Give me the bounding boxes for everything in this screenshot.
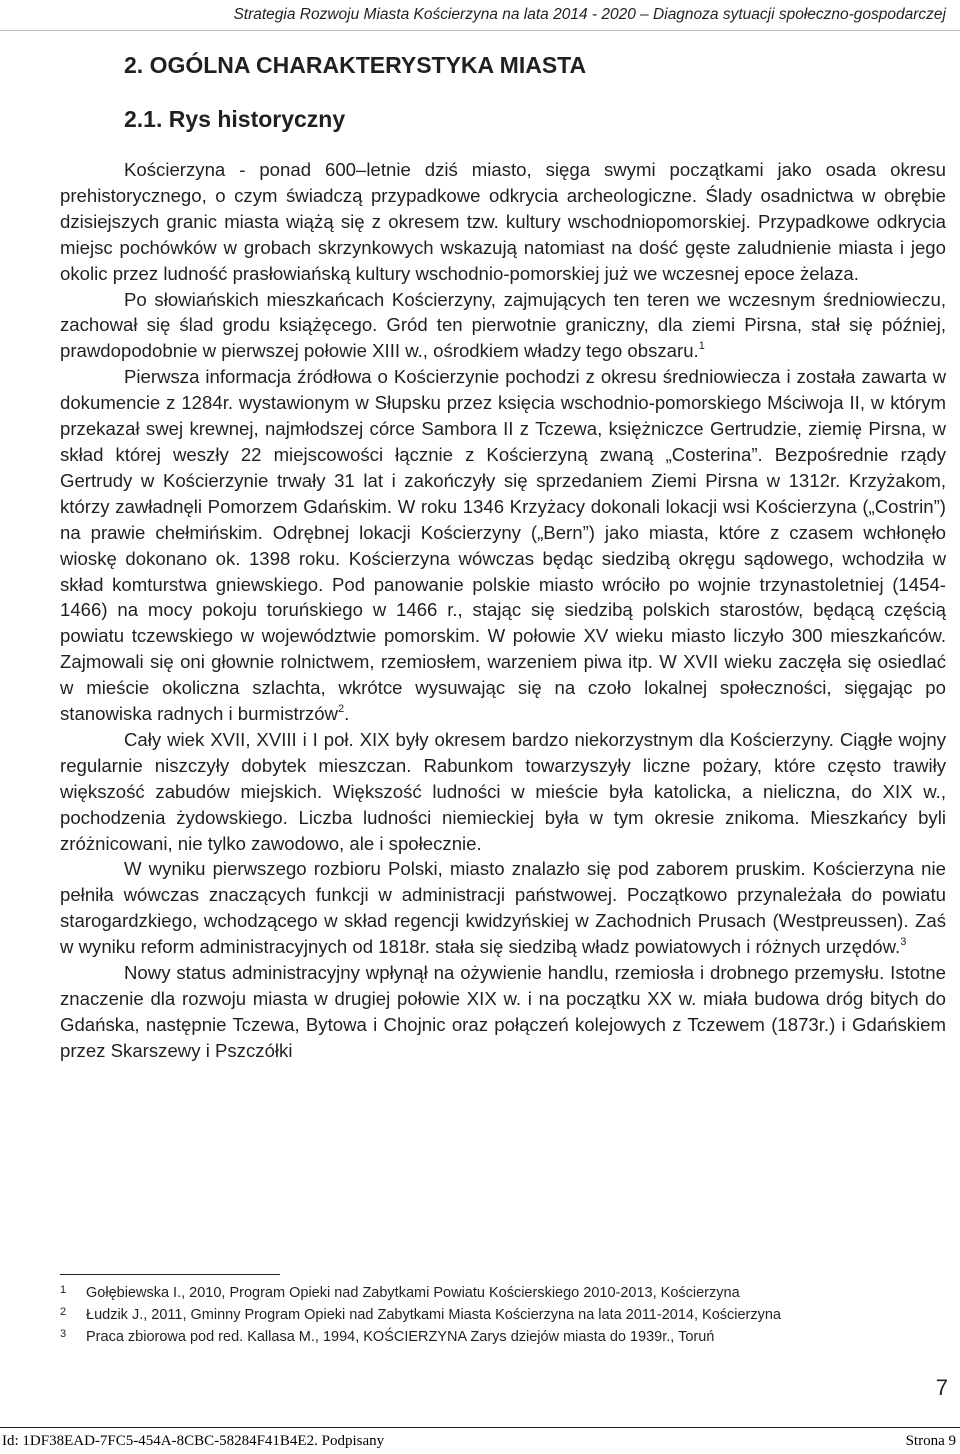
paragraph	[60, 856, 946, 960]
footnote-text: Praca zbiorowa pod red. Kallasa M., 1994, KOŚCIERZYNA Zarys dziejów miasta do 1939r., Toruń	[86, 1329, 715, 1345]
paragraph	[60, 364, 946, 727]
paragraph-text: Po słowiańskich mieszkańcach Kościerzyny, zajmujących ten teren we wczesnym średniowieczu, zachował się ślad grodu książęcego. Gród ten pierwotnie graniczny, dla ziemi Pirsna, stał się później, prawdopodobnie w pierwszej połowie XIII w., ośrodkiem władzy tego obszaru.	[60, 288, 946, 362]
paragraph-text: Kościerzyna - ponad 600–letnie dziś miasto, sięga swymi początkami jako osada okresu prehistorycznego, o czym świadczą przypadkowe odkrycia archeologiczne. Ślady osadnictwa w obrębie dzisiejszych granic miasta wiążą się z okresem tzw. kultury wschodniopomorskiej. Przypadkowe odkrycia miejsc pochówków w grobach skrzynkowych wskazują natomiast na dość gęste zaludnienie miasta i jego okolic przez ludność prasłowiańską kultury wschodnio-pomorskiej już we wczesnej epoce żelaza.	[60, 159, 946, 284]
paragraph-text: Cały wiek XVII, XVIII i I poł. XIX były okresem bardzo niekorzystnym dla Kościerzyny. Ciągłe wojny regularnie niszczyły dobytek mieszczan. Rabunkom towarzyszyły liczne pożary, które często trawiły większość zabudów miejskich. Większość ludności w mieście była katolicka, a nieliczna, do XIX w., pochodzenia żydowskiego. Liczba ludności niemieckiej była w tym okresie znikoma. Mieszkańcy byli zróżnicowani, nie tylko zawodowo, ale i społecznie.	[60, 728, 946, 854]
running-title: Strategia Rozwoju Miasta Kościerzyna na lata 2014 - 2020 – Diagnoza sytuacji społeczno-gospodarczej	[233, 6, 946, 23]
footnote-number: 2	[60, 1306, 67, 1318]
paragraph	[60, 157, 946, 287]
chapter-title: 2. OGÓLNA CHARAKTERYSTYKA MIASTA	[124, 52, 587, 78]
paragraph-text: Nowy status administracyjny wpłynął na ożywienie handlu, rzemiosła i drobnego przemysłu. Istotne znaczenie dla rozwoju miasta w drugiej połowie XIX w. i na początku XX w. miała budowa dróg bitych do Gdańska, następnie Tczewa, Bytowa i Chojnic oraz połączeń kolejowych z Tczewem (1873r.) i Gdańskiem przez Skarszewy i Pszczółki	[60, 962, 946, 1061]
footnote-ref[interactable]: 2	[337, 702, 345, 715]
running-header	[0, 0, 960, 31]
document-id: Id: 1DF38EAD-7FC5-454A-8CBC-58284F41B4E2. Podpisany	[2, 1433, 385, 1449]
paragraph	[60, 287, 946, 365]
section-title: 2.1. Rys historyczny	[124, 106, 346, 132]
footnote	[60, 1304, 940, 1326]
footnote	[60, 1282, 940, 1304]
document-page: Strona 9	[905, 1433, 956, 1449]
document-footer	[0, 1427, 960, 1454]
body-text	[60, 157, 946, 1064]
footnote-separator	[60, 1274, 280, 1275]
footnotes	[60, 1282, 940, 1348]
footnote-text: Gołębiewska I., 2010, Program Opieki nad Zabytkami Powiatu Kościerskiego 2010-2013, Kościerzyna	[86, 1285, 740, 1301]
paragraph-text: Pierwsza informacja źródłowa o Kościerzynie pochodzi z okresu średniowiecza i została zawarta w dokumencie z 1284r. wystawionym w Słupsku przez księcia wschodnio-pomorskiego Mściwoja II, w którym przekazał swej krewnej, najmłodszej córce Sambora II z Tczewa, księżniczce Gertrudzie, ziemię Pirsna, w skład której weszły 22 miejscowości łącznie z Kościerzyną zwaną „Costerina”. Bezpośrednie rządy Gertrudy w Kościerzynie trwały 31 lat i zakończyły się sprzedaniem Ziemi Pirsna w 1312r. Krzyżakom, którzy zawładnęli Pomorzem Gdańskim. W roku 1346 Krzyżacy dokonali lokacji wsi Kościerzyna („Costrin”) na prawie chełmińskim. Odrębnej lokacji Kościerzyny („Bern”) jako miasta, które z czasem wchłonęło wioskę dokonano ok. 1398 roku. Kościerzyna wówczas będąc siedzibą okręgu sądowego, wchodziła w skład komturstwa gniewskiego. Pod panowanie polskie miasto wróciło po wojnie trzynastoletniej (1454-1466) na mocy pokoju toruńskiego w 1466 r., stając się siedzibą polskich starostów, będącą częścią powiatu tczewskiego w województwie pomorskim. W połowie XV wieku miasto liczyło 300 mieszkańców. Zajmowali się oni głownie rolnictwem, rzemiosłem, warzeniem piwa itp. W XVII wieku zaczęła się osiedlać w mieście okoliczna szlachta, wkrótce wysuwając się na czoło lokalnej społeczności, sięgając po stanowiska radnych i burmistrzów	[60, 366, 946, 725]
footnote-number: 1	[60, 1284, 67, 1296]
footnote-ref[interactable]: 1	[698, 340, 705, 353]
paragraph	[60, 727, 946, 857]
footnote-ref[interactable]: 3	[900, 936, 907, 948]
paragraph-text: .	[344, 703, 350, 725]
page-number: 7	[935, 1375, 948, 1400]
footnote-number: 3	[60, 1328, 67, 1340]
footnote-text: Łudzik J., 2011, Gminny Program Opieki nad Zabytkami Miasta Kościerzyna na lata 2011-2014, Kościerzyna	[86, 1307, 781, 1323]
paragraph	[60, 960, 946, 1064]
paragraph-text: W wyniku pierwszego rozbioru Polski, miasto znalazło się pod zaborem pruskim. Kościerzyna nie pełniła wówczas znaczących funkcji w administracji państwowej. Początkowo przynależała do powiatu starogardzkiego, wchodzącego w skład regencji kwidzyńskiej w Zachodnich Prusach (Westpreussen). Zaś w wyniku reform administracyjnych od 1818r. stała się siedzibą władz powiatowych i różnych urzędów.	[60, 858, 946, 958]
footnote	[60, 1326, 940, 1348]
